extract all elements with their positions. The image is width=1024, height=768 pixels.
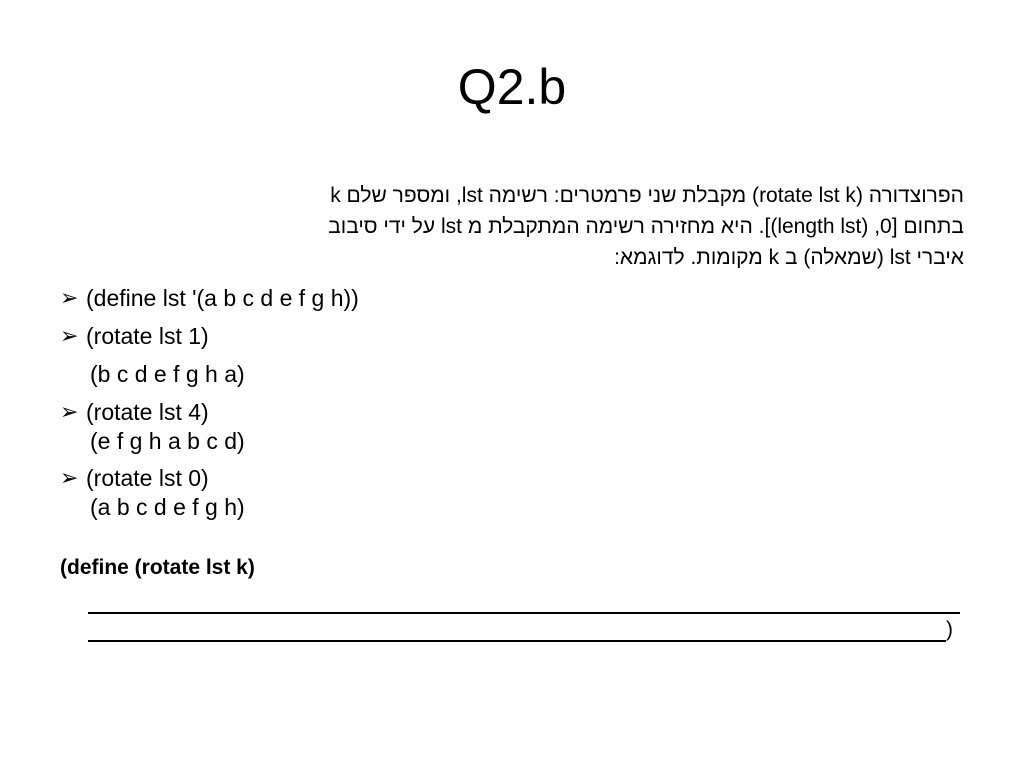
example-result: (b c d e f g h a) (90, 361, 245, 387)
definition-header: (define (rotate lst k) (60, 556, 255, 579)
example-code: (rotate lst 0) (86, 465, 209, 491)
closing-paren: ) (946, 618, 953, 641)
problem-description (58, 180, 964, 273)
examples-list (60, 282, 960, 520)
description-line: הפרוצדורה (rotate lst k) מקבלת שני פרמטרים: רשימה lst, ומספר שלם k (330, 184, 964, 207)
example-item (60, 396, 960, 428)
example-item (60, 282, 960, 314)
example-result: (a b c d e f g h) (90, 494, 245, 520)
answer-blank-line (88, 614, 946, 642)
arrow-bullet-icon: ➢ (60, 399, 79, 424)
arrow-bullet-icon: ➢ (60, 323, 79, 348)
example-item (60, 462, 960, 494)
example-item (60, 320, 960, 352)
arrow-bullet-icon: ➢ (60, 285, 79, 310)
description-line: איברי lst (שמאלה) ב k מקומות. לדוגמא: (614, 246, 964, 269)
underline-rule (88, 640, 946, 642)
description-line: בתחום [0, (length lst)]. היא מחזירה רשימה המתקבלת מ lst על ידי סיבוב (328, 215, 964, 238)
example-code: (rotate lst 4) (86, 399, 209, 425)
slide-title: Q2.b (457, 59, 567, 115)
example-result: (e f g h a b c d) (90, 428, 245, 454)
example-code: (rotate lst 1) (86, 323, 209, 349)
arrow-bullet-icon: ➢ (60, 465, 79, 490)
answer-blank-line (88, 586, 960, 614)
example-code: (define lst '(a b c d e f g h)) (86, 285, 359, 311)
